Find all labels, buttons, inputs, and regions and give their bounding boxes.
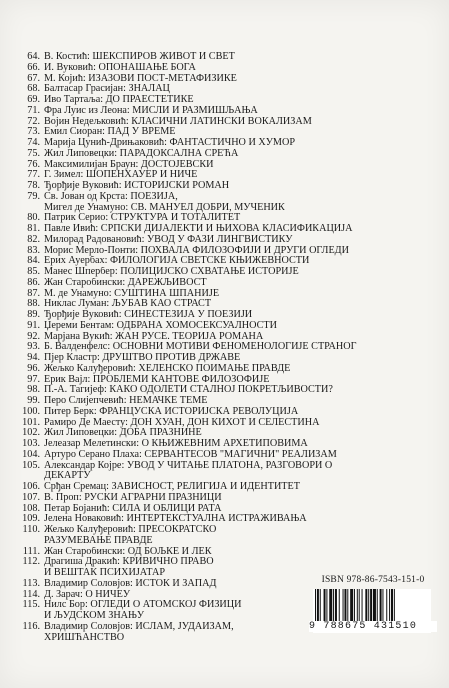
book-entry [18,127,430,138]
book-number: 106. [22,481,40,492]
book-entry [18,547,430,558]
book-title: Петар Бојанић: СИЛА И ОБЛИЦИ РАТА [44,503,222,514]
book-number: 100. [22,405,40,417]
book-title: Владимир Соловјов: ИСТОК И ЗАПАД [44,578,217,589]
book-title: Жељко Калуђеровић: ХЕЛЕНСКО ПОИМАЊЕ ПРАВДЕ [44,363,291,374]
book-number: 66. [27,61,40,73]
book-number: 108. [22,502,40,514]
book-entry [18,181,430,192]
book-number: 76. [27,158,40,170]
book-title: Св. Јован од Крста: ПОЕЗИЈА, [44,191,178,202]
book-title: Нилс Бор: ОГЛЕДИ О АТОМСКОЈ ФИЗИЦИ [44,600,242,611]
book-title: Павле Ивић: СРПСКИ ДИЈАЛЕКТИ И ЊИХОВА КЛАСИФИКАЦИЈА [44,224,353,234]
book-entry [18,407,430,418]
book-number: 103. [22,438,40,449]
barcode-bar [362,589,363,623]
book-entry [18,106,430,117]
book-number: 113. [22,577,40,589]
book-title: М. Којић: ИЗАЗОВИ ПОСТ-МЕТАФИЗИКЕ [44,73,237,84]
barcode-bar [350,589,353,623]
book-number: 107. [22,491,40,503]
book-title: Пјер Кластр: ДРУШТВО ПРОТИВ ДРЖАВЕ [44,353,241,363]
book-number: 101. [22,416,40,428]
book-title: Џереми Бентам: ОДБРАНА ХОМОСЕКСУАЛНОСТИ [44,320,278,331]
book-number: 71. [27,104,40,116]
book-entry [18,192,430,203]
barcode-bar [329,589,332,623]
book-number: 67. [27,72,40,84]
barcode-bar [326,589,327,623]
book-title: Манес Шпербер: ПОЛИЦИЈСКО СХВАТАЊЕ ИСТОРИЈЕ [44,267,299,277]
book-entry [18,461,430,472]
book-title: Артуро Серано Плаха: СЕРВАНТЕСОВ "МАГИЧНИ" РЕАЛИЗАМ [44,449,337,460]
book-number: 99. [27,395,40,406]
book-entry [18,213,430,224]
barcode-bar [386,589,387,623]
book-title: И ЉУДСКОМ ЗНАЊУ [44,611,145,621]
book-title: Жан Старобински: ОД БОЉКЕ И ЛЕК [44,546,212,557]
book-title: В. Костић: ШЕКСПИРОВ ЖИВОТ И СВЕТ [44,52,235,62]
book-number: 116. [22,620,40,632]
barcode-bar [320,589,321,623]
book-number: 82. [27,233,40,245]
book-title: Фра Луис из Леона: МИСЛИ И РАЗМИШЉАЊА [44,105,258,116]
book-entry [18,428,430,439]
barcode-bar [380,589,382,623]
book-entry [18,203,430,214]
book-entry [18,321,430,332]
barcode-bar [365,589,367,623]
book-title: ДЕКАРТУ [44,471,91,482]
book-number [18,536,40,547]
book-number: 87. [27,287,40,299]
barcode-bar [370,589,372,623]
book-entry [18,117,430,128]
book-entry [18,557,430,568]
book-number: 89. [27,309,40,320]
book-number: 93. [27,341,40,353]
book-entry [18,256,430,267]
book-title: Јелена Новаковић: ИНТЕРТЕКСТУАЛНА ИСТРАЖИВАЊА [44,514,307,525]
book-entry [18,278,430,289]
book-title: И ВЕШТАК ПСИХИЈАТАР [44,568,165,578]
book-entry [18,160,430,171]
book-entry [18,235,430,246]
book-title: Војин Недељковић: КЛАСИЧНИ ЛАТИНСКИ ВОКАЛИЗАМ [44,116,312,127]
book-number: 112. [22,556,40,568]
book-title: Ерих Ауербах: ФИЛОЛОГИЈА СВЕТСКЕ КЊИЖЕВНОСТИ [44,256,310,267]
book-title: Марија Цунић-Дрињаковић: ФАНТАСТИЧНО И ХУМОР [44,138,296,148]
book-title: И. Вуковић: ОПОНАШАЊЕ БОГА [44,62,196,73]
book-title: Драгиша Дракић: КРИВИЧНО ПРАВО [44,557,214,568]
book-title: Балтасар Грасијан: ЗНАЛАЦ [44,84,170,95]
book-number: 114. [22,588,40,600]
book-entry [18,471,430,482]
barcode-bar [315,589,316,623]
book-entry [18,95,430,106]
book-title: Иво Тартаља: ДО ПРАЕСТЕТИКЕ [44,95,194,105]
book-number: 79. [27,190,40,202]
book-title: Ђорђије Вуковић: ИСТОРИЈСКИ РОМАН [44,181,230,191]
book-title: Жил Липовецки: ПАРАДОКСАЛНА СРЕЋА [44,148,239,159]
barcode-bar [377,589,378,623]
book-title: Перо Слијепчевић: НЕМАЧКЕ ТЕМЕ [44,396,208,406]
book-entry [18,504,430,515]
book-title: Максимилијан Браун: ДОСТОЈЕВСКИ [44,159,214,170]
barcode-bar [359,589,360,623]
book-number: 98. [27,384,40,396]
book-entry [18,450,430,461]
book-number: 105. [22,459,40,471]
book-number: 81. [27,223,40,234]
barcode-bar [335,589,337,623]
book-number: 83. [27,244,40,256]
book-title: М. де Унамуно: СУШТИНА ШПАНИЈЕ [44,288,220,299]
book-title: ХРИШЋАНСТВО [44,632,125,643]
barcode-bar [373,589,376,623]
book-entry [18,74,430,85]
book-number: 84. [27,255,40,267]
book-title: П.-А. Тагијеф: КАКО ОДОЛЕТИ СТАЛНОЈ ПОКРЕТЉИВОСТИ? [44,385,333,396]
book-number: 68. [27,83,40,95]
book-title: Ђорђије Вуковић: СИНЕСТЕЗИЈА У ПОЕЗИЈИ [44,310,253,320]
book-series-list [18,52,430,643]
book-entry [18,149,430,160]
book-entry [18,514,430,525]
book-number: 88. [27,298,40,310]
barcode-bar [333,589,334,623]
book-entry [18,493,430,504]
book-entry [18,84,430,95]
book-entry [18,375,430,386]
book-title: Милорад Радовановић: УВОД У ФАЗИ ЛИНГВИСТИКУ [44,234,293,245]
barcode-bar [394,589,395,623]
book-number: 75. [27,147,40,159]
book-number [18,633,40,644]
book-entry [18,224,430,235]
barcode-bar [368,589,369,623]
book-entry [18,396,430,407]
book-entry [18,439,430,450]
barcode-bar [382,589,383,623]
barcode-digits: 9 788675 431510 [309,621,437,632]
book-title: Емил Сиоран: ПАД У ВРЕМЕ [44,127,176,138]
book-number: 78. [27,180,40,191]
barcode-bar [317,589,319,623]
book-title: РАЗУМЕВАЊЕ ПРАВДЕ [44,535,153,546]
book-title: Владимир Соловјов: ИСЛАМ, ЈУДАИЗАМ, [44,621,234,632]
book-entry [18,138,430,149]
book-number: 109. [22,513,40,525]
book-number: 91. [27,319,40,331]
book-number: 96. [27,362,40,374]
book-title: Рамиро Де Маесту: ДОН ХУАН, ДОН КИХОТ И СЕЛЕСТИНА [44,417,320,428]
book-title: Мигел де Унамуно: СВ. МАНУЕЛ ДОБРИ, МУЧЕНИК [44,202,285,213]
book-entry [18,385,430,396]
book-number: 69. [27,94,40,105]
barcode-bar [354,589,355,623]
book-title: Ерик Вајл: ПРОБЛЕМИ КАНТОВЕ ФИЛОЗОФИЈЕ [44,374,270,385]
book-number: 77. [27,169,40,181]
book-entry [18,525,430,536]
book-number: 110. [22,524,40,535]
book-number: 85. [27,266,40,277]
isbn-label: ISBN 978-86-7543-151-0 [321,575,425,585]
barcode-bar [357,589,358,623]
book-title: Д. Зарач: О НИЧЕУ [44,589,131,600]
book-entry [18,482,430,493]
barcode-bar [343,589,344,623]
book-title: Патрик Серио: СТРУКТУРА И ТОТАЛИТЕТ [44,213,241,224]
book-entry [18,52,430,63]
barcode-bar [339,589,340,623]
book-title: Г. Зимел: ШОПЕНХАУЕР И НИЧЕ [44,170,198,181]
book-entry [18,170,430,181]
book-title: Александар Којре: УВОД У ЧИТАЊЕ ПЛАТОНА, РАЗГОВОРИ О [44,460,333,471]
barcode-bar [389,589,390,623]
book-title: Жељко Калуђеровић: ПРЕСОКРАТСКО [44,525,217,535]
book-entry [18,364,430,375]
book-number: 92. [27,330,40,342]
book-number: 74. [27,137,40,148]
book-title: Питер Берк: ФРАНЦУСКА ИСТОРИЈСКА РЕВОЛУЦИЈА [44,406,299,417]
book-number: 97. [27,373,40,385]
book-title: Никлас Луман: ЉУБАВ КАО СТРАСТ [44,299,212,310]
barcode-bar [344,589,346,623]
book-number: 80. [27,212,40,224]
book-number: 73. [27,126,40,138]
book-number: 64. [27,51,40,62]
book-entry [18,310,430,321]
book-title: Жан Старобински: ДАРЕЖЉИВОСТ [44,277,207,288]
book-title: Морис Мерло-Понти: ПОХВАЛА ФИЛОЗОФИЈИ И ДРУГИ ОГЛЕДИ [44,245,349,256]
book-number: 104. [22,448,40,460]
book-entry [18,536,430,547]
book-title: Марјана Вукић: ЖАН РУСЕ. ТЕОРИЈА РОМАНА [44,331,264,342]
book-number: 102. [22,427,40,439]
book-entry [18,332,430,343]
barcode-bar [391,589,393,623]
book-title: Жил Липовецки: ДОБА ПРАЗНИНЕ [44,428,202,439]
barcode-bar [324,589,326,623]
book-entry [18,289,430,300]
book-title: Јелеазар Мелетински: О КЊИЖЕВНИМ АРХЕТИПОВИМА [44,439,308,449]
book-number: 72. [27,115,40,127]
book-number: 111. [22,545,40,557]
book-title: В. Проп: РУСКИ АГРАРНИ ПРАЗНИЦИ [44,492,222,503]
book-entry [18,246,430,257]
book-number: 86. [27,276,40,288]
book-title: Б. Валденфелс: ОСНОВНИ МОТИВИ ФЕНОМЕНОЛОГИЈЕ СТРАНОГ [44,342,357,353]
book-entry [18,353,430,364]
book-entry [18,418,430,429]
book-title: Срђан Сремац: ЗАВИСНОСТ, РЕЛИГИЈА И ИДЕНТИТЕТ [44,482,300,492]
book-entry [18,63,430,74]
book-number: 94. [27,352,40,363]
book-entry [18,342,430,353]
book-number: 115. [22,599,40,611]
barcode-bar [347,589,348,623]
book-entry [18,267,430,278]
book-entry [18,299,430,310]
book-entry [18,633,430,644]
